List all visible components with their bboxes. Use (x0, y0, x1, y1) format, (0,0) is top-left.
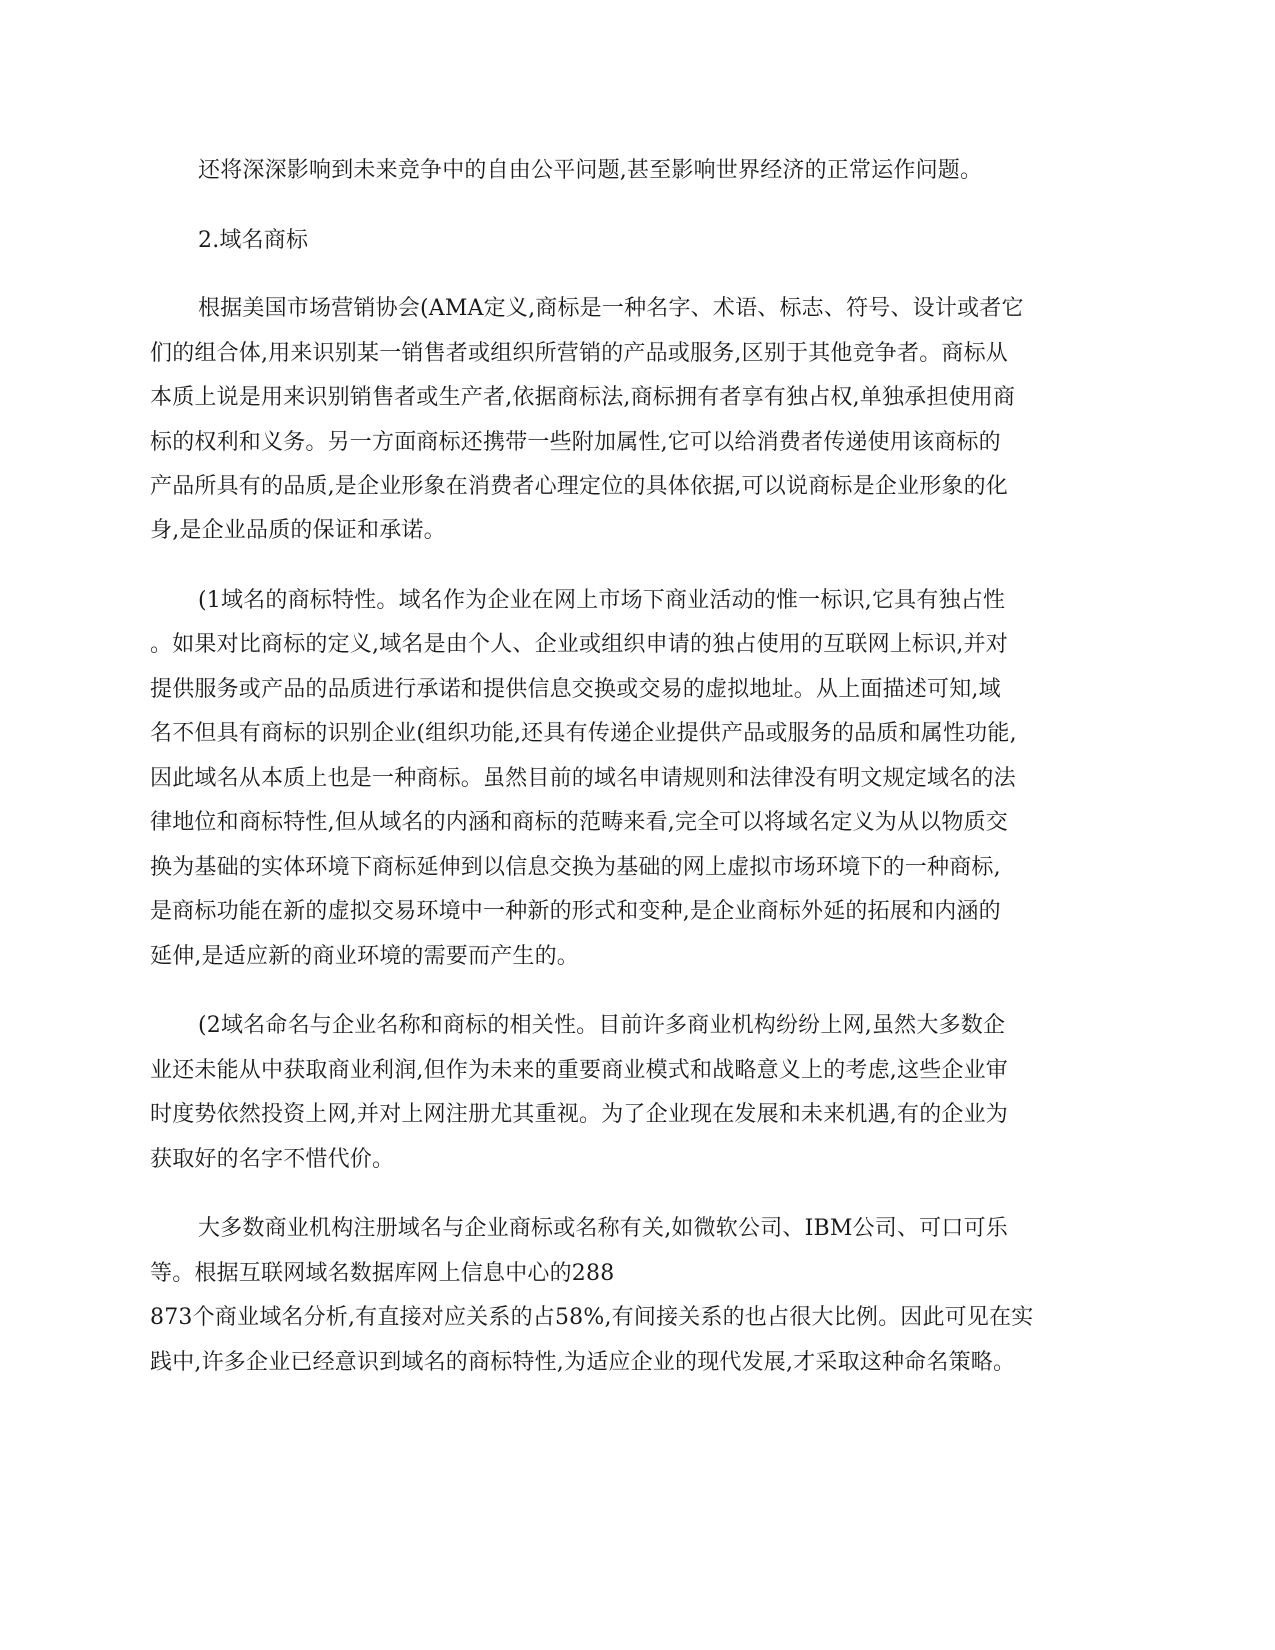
point1-line: (1域名的商标特性。域名作为企业在网上市场下商业活动的惟一标识,它具有独占性 (198, 588, 1006, 613)
stats-line: 大多数商业机构注册域名与企业商标或名称有关,如微软公司、IBM公司、可口可乐 (198, 1216, 1008, 1241)
point2-line: 时度势依然投资上网,并对上网注册尤其重视。为了企业现在发展和未来机遇,有的企业为 (150, 1102, 1008, 1127)
point1-line: 延伸,是适应新的商业环境的需要而产生的。 (150, 944, 579, 969)
point1-line: 换为基础的实体环境下商标延伸到以信息交换为基础的网上虚拟市场环境下的一种商标, (150, 855, 1001, 880)
point1-line: 提供服务或产品的品质进行承诺和提供信息交换或交易的虚拟地址。从上面描述可知,域 (150, 677, 1001, 702)
stats-line: 873个商业域名分析,有直接对应关系的占58%,有间接关系的也占很大比例。因此可见在实 (150, 1305, 1034, 1330)
point2-line: 业还未能从中获取商业利润,但作为未来的重要商业模式和战略意义上的考虑,这些企业审 (150, 1058, 1008, 1083)
point1-line: 。如果对比商标的定义,域名是由个人、企业或组织申请的独占使用的互联网上标识,并对 (150, 632, 1008, 657)
point1-line: 名不但具有商标的识别企业(组织功能,还具有传递企业提供产品或服务的品质和属性功能, (150, 721, 1017, 746)
ama-line: 身,是企业品质的保证和承诺。 (150, 518, 446, 543)
ama-line: 产品所具有的品质,是企业形象在消费者心理定位的具体依据,可以说商标是企业形象的化 (150, 474, 1008, 499)
section-heading: 2.域名商标 (198, 228, 309, 253)
stats-line: 等。根据互联网域名数据库网上信息中心的288 (150, 1261, 615, 1286)
point1-line: 是商标功能在新的虚拟交易环境中一种新的形式和变种,是企业商标外延的拓展和内涵的 (150, 899, 1001, 924)
ama-line: 本质上说是用来识别销售者或生产者,依据商标法,商标拥有者享有独占权,单独承担使用商 (150, 385, 1016, 410)
ama-line: 们的组合体,用来识别某一销售者或组织所营销的产品或服务,区别于其他竞争者。商标从 (150, 341, 1008, 366)
point2-line: (2域名命名与企业名称和商标的相关性。目前许多商业机构纷纷上网,虽然大多数企 (198, 1013, 1006, 1038)
ama-line: 标的权利和义务。另一方面商标还携带一些附加属性,它可以给消费者传递使用该商标的 (150, 430, 1001, 455)
point1-line: 因此域名从本质上也是一种商标。虽然目前的域名申请规则和法律没有明文规定域名的法 (150, 766, 1016, 791)
ama-line: 根据美国市场营销协会(AMA定义,商标是一种名字、术语、标志、符号、设计或者它 (198, 296, 1024, 321)
stats-line: 践中,许多企业已经意识到域名的商标特性,为适应企业的现代发展,才采取这种命名策略。 (150, 1350, 1016, 1375)
point2-line: 获取好的名字不惜代价。 (150, 1147, 395, 1172)
intro-line: 还将深深影响到未来竞争中的自由公平问题,甚至影响世界经济的正常运作问题。 (198, 158, 983, 183)
point1-line: 律地位和商标特性,但从域名的内涵和商标的范畴来看,完全可以将域名定义为从以物质交 (150, 810, 1008, 835)
